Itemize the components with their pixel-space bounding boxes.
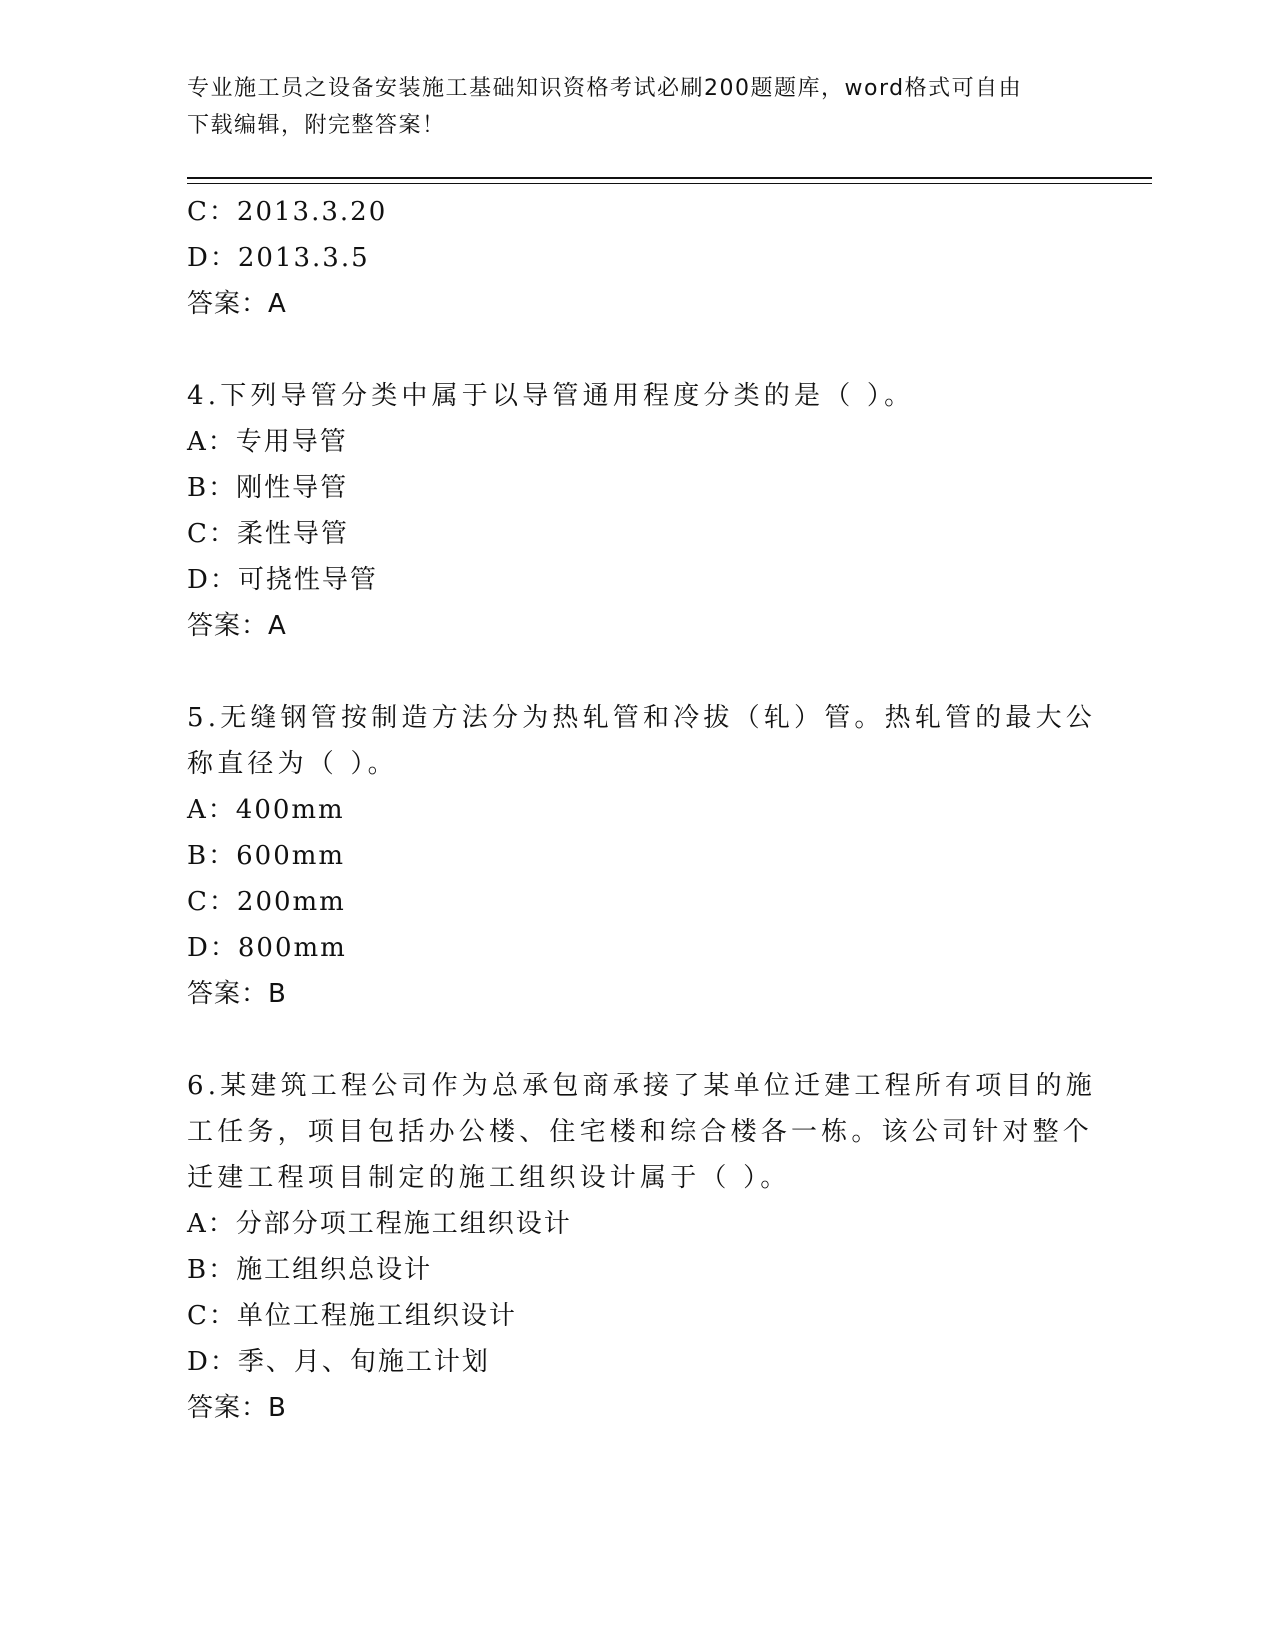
option-label: D： bbox=[187, 1347, 238, 1377]
option-text: 季、月、旬施工计划 bbox=[237, 1347, 490, 1377]
question-stem: 迁建工程项目制定的施工组织设计属于（ ）。 bbox=[187, 1163, 791, 1193]
question-content bbox=[187, 189, 1097, 1431]
option-label: C： bbox=[187, 197, 237, 227]
question-4 bbox=[187, 373, 1087, 649]
question-stem: 称直径为（ ）。 bbox=[187, 749, 398, 779]
option-label: D： bbox=[187, 565, 238, 595]
option-text: 分部分项工程施工组织设计 bbox=[235, 1209, 572, 1239]
spacer bbox=[187, 1017, 1087, 1063]
option-label: A： bbox=[187, 1209, 236, 1239]
header-line-2: 下载编辑，附完整答案！ bbox=[187, 113, 446, 138]
option-label: C： bbox=[187, 1301, 237, 1331]
option-text: 2013.3.5 bbox=[237, 243, 370, 273]
option-text: 200mm bbox=[236, 887, 346, 917]
option-line bbox=[187, 465, 1087, 511]
option-text: 施工组织总设计 bbox=[236, 1255, 433, 1285]
option-line bbox=[187, 419, 1087, 465]
question-stem: 6.某建筑工程公司作为总承包商承接了某单位迁建工程所有项目的施 bbox=[187, 1071, 1097, 1101]
spacer bbox=[187, 327, 1087, 373]
option-line bbox=[187, 557, 1087, 603]
question-6 bbox=[187, 1063, 1097, 1431]
header-divider-thick bbox=[187, 177, 1152, 179]
option-text: 可挠性导管 bbox=[237, 565, 378, 595]
option-label: B： bbox=[187, 1255, 237, 1285]
question-stem: 5.无缝钢管按制造方法分为热轧管和冷拔（轧）管。热轧管的最大公 bbox=[187, 703, 1097, 733]
question-stem: 4.下列导管分类中属于以导管通用程度分类的是（ ）。 bbox=[187, 381, 915, 411]
option-label: C： bbox=[187, 519, 237, 549]
option-text: 刚性导管 bbox=[236, 473, 349, 503]
option-text: 2013.3.20 bbox=[236, 197, 388, 227]
option-label: A： bbox=[187, 427, 236, 457]
option-label: C： bbox=[187, 887, 237, 917]
answer-line: 答案：B bbox=[187, 979, 287, 1009]
header-divider-thin bbox=[187, 183, 1152, 184]
option-line bbox=[187, 189, 1087, 235]
answer-line: 答案：B bbox=[187, 1393, 287, 1423]
option-line bbox=[187, 1293, 1087, 1339]
option-line bbox=[187, 879, 1087, 925]
option-label: B： bbox=[187, 841, 237, 871]
option-line bbox=[187, 925, 1087, 971]
option-line bbox=[187, 1339, 1087, 1385]
option-text: 400mm bbox=[235, 795, 345, 825]
option-line bbox=[187, 787, 1087, 833]
option-text: 600mm bbox=[236, 841, 346, 871]
option-label: D： bbox=[187, 933, 238, 963]
option-line bbox=[187, 1201, 1087, 1247]
option-line bbox=[187, 235, 1087, 281]
option-label: A： bbox=[187, 795, 236, 825]
option-label: B： bbox=[187, 473, 237, 503]
option-text: 单位工程施工组织设计 bbox=[236, 1301, 517, 1331]
option-text: 专用导管 bbox=[235, 427, 348, 457]
option-text: 800mm bbox=[237, 933, 347, 963]
option-line bbox=[187, 1247, 1087, 1293]
option-label: D： bbox=[187, 243, 238, 273]
option-line bbox=[187, 833, 1087, 879]
question-5 bbox=[187, 695, 1097, 1017]
prev-question bbox=[187, 189, 1087, 327]
answer-line: 答案：A bbox=[187, 611, 287, 641]
answer-line: 答案：A bbox=[187, 289, 287, 319]
spacer bbox=[187, 649, 1087, 695]
document-header bbox=[187, 70, 1087, 144]
question-stem: 工任务，项目包括办公楼、住宅楼和综合楼各一栋。该公司针对整个 bbox=[187, 1117, 1094, 1147]
header-line-1: 专业施工员之设备安装施工基础知识资格考试必刷200题题库，word格式可自由 bbox=[187, 76, 1023, 101]
option-text: 柔性导管 bbox=[236, 519, 349, 549]
option-line bbox=[187, 511, 1087, 557]
